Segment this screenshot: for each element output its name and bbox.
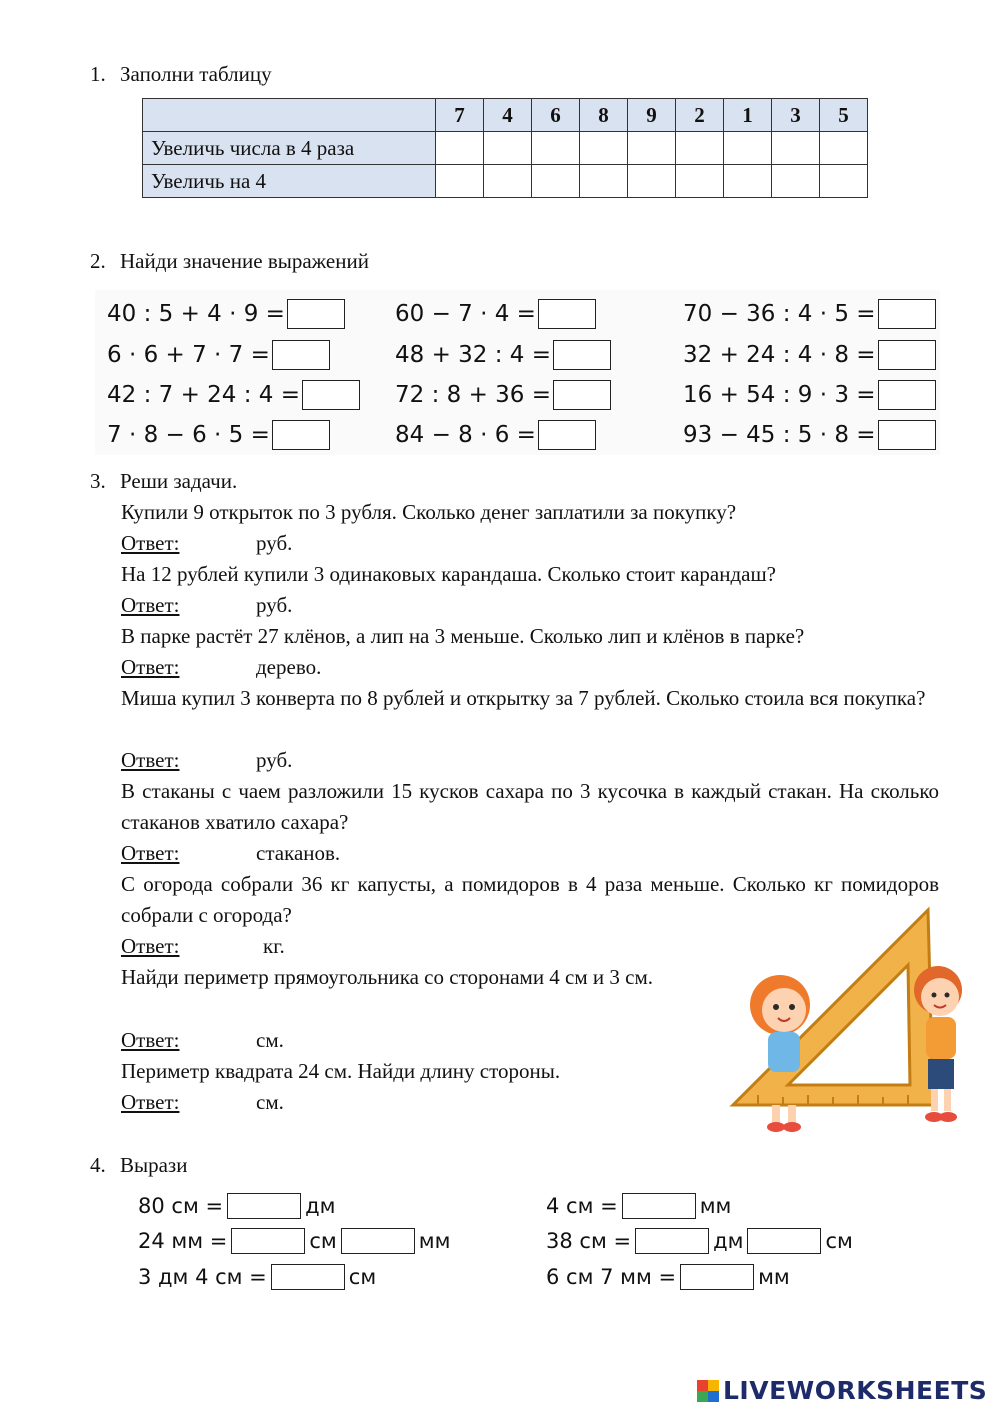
- problem-text: Периметр квадрата 24 см. Найди длину стороны.: [121, 1059, 561, 1083]
- answer-box[interactable]: [302, 380, 360, 410]
- answer-line: Ответ: руб.: [121, 748, 293, 772]
- answer-unit: см.: [256, 1028, 284, 1052]
- answer-unit: руб.: [256, 531, 293, 555]
- answer-unit: дерево.: [256, 655, 322, 679]
- table-header: 7: [436, 99, 484, 132]
- conversion-item: 38 см = дм см: [546, 1229, 853, 1253]
- problem-text: В парке растёт 27 клёнов, а лип на 3 меньше. Сколько лип и клёнов в парке?: [121, 624, 805, 648]
- section-1-title: 1. Заполни таблицу: [90, 62, 272, 86]
- answer-line: Ответ: дерево.: [121, 655, 322, 679]
- conversion-item: 3 дм 4 см = см: [138, 1265, 377, 1289]
- answer-line: Ответ: руб.: [121, 531, 293, 555]
- answer-unit: см.: [256, 1090, 284, 1114]
- answer-cell[interactable]: [628, 132, 676, 165]
- answer-unit: руб.: [256, 748, 293, 772]
- answer-box[interactable]: [878, 380, 936, 410]
- conversion-item: 24 мм = см мм: [138, 1229, 451, 1253]
- logo-text: LIVEWORKSHEETS: [723, 1376, 988, 1405]
- answer-cell[interactable]: [580, 165, 628, 198]
- problem-text: На 12 рублей купили 3 одинаковых карандаша. Сколько стоит карандаш?: [121, 562, 776, 586]
- expression: 16 + 54 : 9 · 3 =: [683, 380, 936, 410]
- answer-cell[interactable]: [436, 132, 484, 165]
- kids-with-triangle-ruler-illustration: [728, 905, 990, 1140]
- answer-box[interactable]: [272, 340, 330, 370]
- fill-table: [142, 98, 868, 198]
- answer-box[interactable]: [231, 1228, 305, 1254]
- answer-box[interactable]: [227, 1193, 301, 1219]
- problem-text: С огорода собрали 36 кг капусты, а помидоров в 4 раза меньше. Сколько кг помидоров собрали с огорода?: [121, 872, 939, 927]
- answer-cell[interactable]: [676, 132, 724, 165]
- expression: 7 · 8 − 6 · 5 =: [107, 420, 330, 450]
- answer-box[interactable]: [538, 299, 596, 329]
- answer-box[interactable]: [635, 1228, 709, 1254]
- section-3-title: 3. Реши задачи.: [90, 469, 238, 493]
- answer-box[interactable]: [747, 1228, 821, 1254]
- answer-box[interactable]: [538, 420, 596, 450]
- table-row: [143, 132, 868, 165]
- problem-text: Миша купил 3 конверта по 8 рублей и открытку за 7 рублей. Сколько стоила вся покупка?: [121, 686, 926, 710]
- table-header: 5: [820, 99, 868, 132]
- answer-box[interactable]: [272, 420, 330, 450]
- answer-cell[interactable]: [820, 165, 868, 198]
- conversion-item: 80 см = дм: [138, 1194, 336, 1218]
- expression: 42 : 7 + 24 : 4 =: [107, 380, 360, 410]
- answer-box[interactable]: [553, 380, 611, 410]
- conversion-item: 6 см 7 мм = мм: [546, 1265, 790, 1289]
- answer-cell[interactable]: [820, 132, 868, 165]
- expression: 32 + 24 : 4 · 8 =: [683, 340, 936, 370]
- table-header: 9: [628, 99, 676, 132]
- problem-text: В стаканы с чаем разложили 15 кусков сахара по 3 кусочка в каждый стакан. На сколько стаканов хватило сахара?: [121, 779, 939, 834]
- table-header: 1: [724, 99, 772, 132]
- expression: 70 − 36 : 4 · 5 =: [683, 299, 936, 329]
- answer-unit: кг.: [263, 934, 285, 958]
- section-2-title: 2. Найди значение выражений: [90, 249, 369, 273]
- row-label: Увеличь числа в 4 раза: [143, 132, 436, 165]
- answer-cell[interactable]: [724, 165, 772, 198]
- expression: 6 · 6 + 7 · 7 =: [107, 340, 330, 370]
- answer-cell[interactable]: [628, 165, 676, 198]
- logo-mark-icon: [697, 1380, 719, 1402]
- answer-box[interactable]: [878, 299, 936, 329]
- table-row: [143, 165, 868, 198]
- expression: 60 − 7 · 4 =: [395, 299, 596, 329]
- liveworksheets-logo: [697, 1376, 987, 1405]
- answer-cell[interactable]: [724, 132, 772, 165]
- answer-cell[interactable]: [580, 132, 628, 165]
- answer-cell[interactable]: [532, 132, 580, 165]
- problem-text: Найди периметр прямоугольника со сторонами 4 см и 3 см.: [121, 965, 654, 989]
- answer-box[interactable]: [878, 420, 936, 450]
- table-header: 6: [532, 99, 580, 132]
- answer-cell[interactable]: [676, 165, 724, 198]
- answer-box[interactable]: [878, 340, 936, 370]
- answer-line: Ответ: см.: [121, 1028, 284, 1052]
- expression: 48 + 32 : 4 =: [395, 340, 611, 370]
- answer-line: Ответ: см.: [121, 1090, 284, 1114]
- answer-cell[interactable]: [484, 132, 532, 165]
- expression: 84 − 8 · 6 =: [395, 420, 596, 450]
- expression: 40 : 5 + 4 · 9 =: [107, 299, 345, 329]
- problem-text: Купили 9 открыток по 3 рубля. Сколько денег заплатили за покупку?: [121, 500, 737, 524]
- answer-cell[interactable]: [532, 165, 580, 198]
- answer-cell[interactable]: [772, 165, 820, 198]
- answer-unit: стаканов.: [256, 841, 341, 865]
- answer-box[interactable]: [680, 1264, 754, 1290]
- expression: 93 − 45 : 5 · 8 =: [683, 420, 936, 450]
- answer-box[interactable]: [622, 1193, 696, 1219]
- table-header: 2: [676, 99, 724, 132]
- table-header: 3: [772, 99, 820, 132]
- table-header: 4: [484, 99, 532, 132]
- answer-line: Ответ: руб.: [121, 593, 293, 617]
- answer-line: Ответ: кг.: [121, 934, 285, 958]
- answer-unit: руб.: [256, 593, 293, 617]
- row-label: Увеличь на 4: [143, 165, 436, 198]
- answer-cell[interactable]: [436, 165, 484, 198]
- table-header: 8: [580, 99, 628, 132]
- conversion-item: 4 см = мм: [546, 1194, 732, 1218]
- answer-box[interactable]: [271, 1264, 345, 1290]
- answer-box[interactable]: [287, 299, 345, 329]
- section-4-title: 4. Вырази: [90, 1153, 188, 1177]
- answer-box[interactable]: [341, 1228, 415, 1254]
- table-corner: [143, 99, 436, 132]
- answer-cell[interactable]: [484, 165, 532, 198]
- answer-cell[interactable]: [772, 132, 820, 165]
- answer-line: Ответ: стаканов.: [121, 841, 341, 865]
- answer-box[interactable]: [553, 340, 611, 370]
- expression: 72 : 8 + 36 =: [395, 380, 611, 410]
